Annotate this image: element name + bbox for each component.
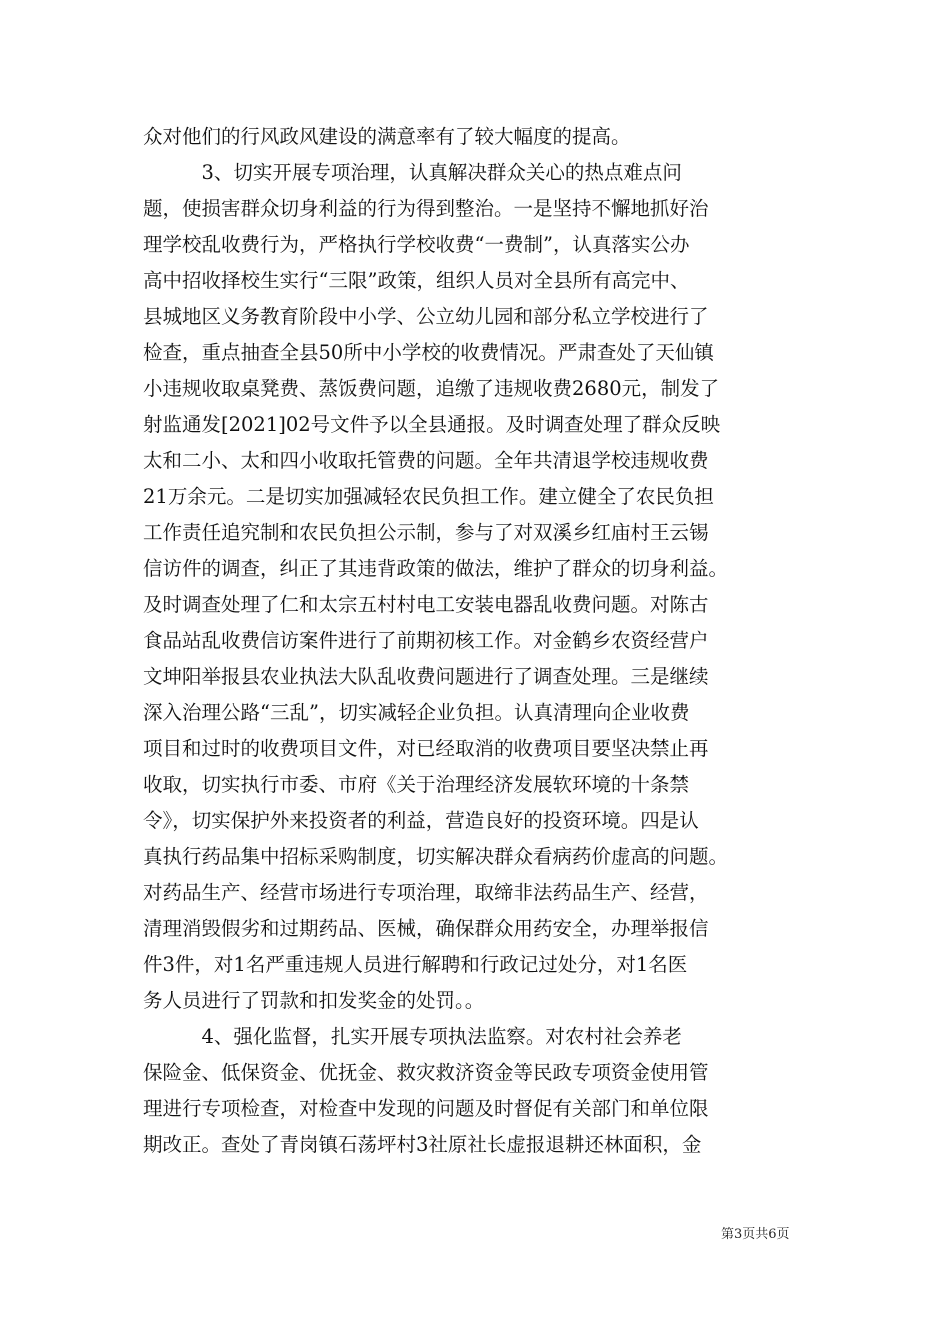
text-line: 期改正。查处了青岗镇石荡坪村3社原社长虚报退耕还林面积，金	[143, 1133, 702, 1156]
page-number-footer: 第3页共6页	[721, 1227, 790, 1242]
text-line: 县城地区义务教育阶段中小学、公立幼儿园和部分私立学校进行了	[143, 305, 709, 328]
text-line: 理进行专项检查，对检查中发现的问题及时督促有关部门和单位限	[143, 1097, 709, 1120]
text-line: 工作责任追究制和农民负担公示制，参与了对双溪乡红庙村王云锡	[143, 521, 709, 544]
text-line: 信访件的调查，纠正了其违背政策的做法，维护了群众的切身利益。	[143, 557, 729, 580]
text-line: 收取，切实执行市委、市府《关于治理经济发展软环境的十条禁	[143, 773, 690, 796]
text-line: 高中招收择校生实行“三限”政策，组织人员对全县所有高完中、	[143, 269, 690, 292]
text-line: 理学校乱收费行为，严格执行学校收费“一费制”，认真落实公办	[143, 233, 690, 256]
text-line: 对药品生产、经营市场进行专项治理，取缔非法药品生产、经营，	[143, 881, 709, 904]
text-line: 保险金、低保资金、优抚金、救灾救济资金等民政专项资金使用管	[143, 1061, 709, 1084]
text-line: 太和二小、太和四小收取托管费的问题。全年共清退学校违规收费	[143, 449, 709, 472]
text-line: 务人员进行了罚款和扣发奖金的处罚。。	[143, 989, 485, 1012]
text-line: 题，使损害群众切身利益的行为得到整治。一是坚持不懈地抓好治	[143, 197, 709, 220]
text-line: 射监通发[2021]02号文件予以全县通报。及时调查处理了群众反映	[143, 413, 721, 436]
text-line: 3、切实开展专项治理，认真解决群众关心的热点难点问	[143, 161, 682, 184]
text-line: 深入治理公路“三乱”，切实减轻企业负担。认真清理向企业收费	[143, 701, 690, 724]
text-line: 项目和过时的收费项目文件，对已经取消的收费项目要坚决禁止再	[143, 737, 709, 760]
text-line: 及时调查处理了仁和太宗五村村电工安装电器乱收费问题。对陈古	[143, 593, 709, 616]
text-line: 21万余元。二是切实加强减轻农民负担工作。建立健全了农民负担	[143, 485, 714, 508]
text-line: 文坤阳举报县农业执法大队乱收费问题进行了调查处理。三是继续	[143, 665, 709, 688]
text-line: 食品站乱收费信访案件进行了前期初核工作。对金鹤乡农资经营户	[143, 629, 709, 652]
text-line: 4、强化监督，扎实开展专项执法监察。对农村社会养老	[143, 1025, 682, 1048]
text-line: 清理消毁假劣和过期药品、医械，确保群众用药安全，办理举报信	[143, 917, 709, 940]
text-line: 众对他们的行风政风建设的满意率有了较大幅度的提高。	[143, 125, 631, 148]
text-line: 小违规收取桌凳费、蒸饭费问题，追缴了违规收费2680元，制发了	[143, 377, 720, 400]
text-line: 真执行药品集中招标采购制度，切实解决群众看病药价虚高的问题。	[143, 845, 729, 868]
text-line: 检查，重点抽查全县50所中小学校的收费情况。严肃查处了天仙镇	[143, 341, 714, 364]
text-line: 件3件，对1名严重违规人员进行解聘和行政记过处分，对1名医	[143, 953, 688, 976]
text-line: 令》，切实保护外来投资者的利益，营造良好的投资环境。四是认	[143, 809, 699, 832]
